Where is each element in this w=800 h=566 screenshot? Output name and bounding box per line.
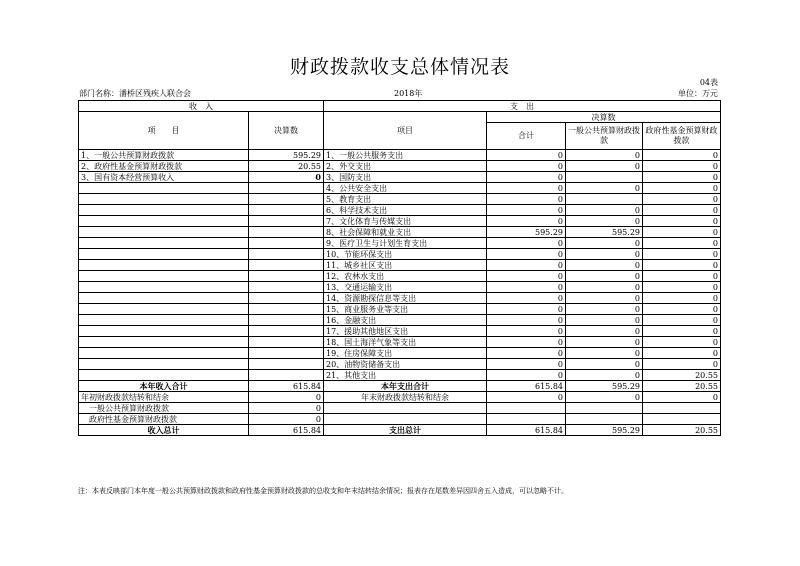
- department-name: 部门名称：潘桥区残疾人联合会: [79, 89, 191, 98]
- income-value: [249, 293, 324, 304]
- expense-total: 0: [487, 326, 566, 337]
- income-value: [249, 194, 324, 205]
- income-value: [249, 216, 324, 227]
- carry-sub-label: 政府性基金预算财政拨款: [79, 414, 249, 425]
- income-item: 3、国有资本经营预算收入: [79, 172, 249, 183]
- expense-fund: 20.55: [643, 370, 721, 381]
- expense-total-value: 615.84: [487, 381, 566, 392]
- expense-general: 0: [566, 293, 643, 304]
- expense-item: 4、公共安全支出: [324, 183, 487, 194]
- expense-item: 6、科学技术支出: [324, 205, 487, 216]
- income-item: [79, 293, 249, 304]
- expense-total-fund: 20.55: [643, 381, 721, 392]
- income-item: [79, 227, 249, 238]
- income-value: [249, 238, 324, 249]
- expense-total: 0: [487, 205, 566, 216]
- expense-general: 0: [566, 161, 643, 172]
- expense-fund: 0: [643, 337, 721, 348]
- carry-ex-label: 年末财政拨款结转和结余: [324, 392, 487, 403]
- income-value: [249, 249, 324, 260]
- expense-item: 10、节能环保支出: [324, 249, 487, 260]
- income-amount-col: 决算数: [249, 112, 324, 150]
- expense-item: 8、社会保障和就业支出: [324, 227, 487, 238]
- carry-ex-general: 0: [566, 392, 643, 403]
- expense-fund: 0: [643, 271, 721, 282]
- expense-fund: 0: [643, 227, 721, 238]
- carry-sub-value: 0: [249, 403, 324, 414]
- grand-ex-fund: 20.55: [643, 425, 721, 436]
- table-row: [79, 216, 721, 227]
- income-item: [79, 315, 249, 326]
- income-value: [249, 326, 324, 337]
- table-row: [79, 183, 721, 194]
- expense-fund: 0: [643, 150, 721, 161]
- carry-sub-value: 0: [249, 414, 324, 425]
- income-value: 20.55: [249, 161, 324, 172]
- expense-fund: 0: [643, 216, 721, 227]
- income-value: [249, 282, 324, 293]
- expense-item: 21、其他支出: [324, 370, 487, 381]
- fund-budget-col: 政府性基金预算财政拨款: [643, 123, 721, 150]
- expense-general: 0: [566, 260, 643, 271]
- income-value: [249, 337, 324, 348]
- expense-item: 16、金融支出: [324, 315, 487, 326]
- table-row: [79, 194, 721, 205]
- grand-total-row: [79, 425, 721, 436]
- expense-item: 12、农林水支出: [324, 271, 487, 282]
- income-item: [79, 348, 249, 359]
- finance-table: [78, 100, 721, 436]
- total-col: 合计: [487, 123, 566, 150]
- expense-item-col: 项目: [324, 112, 487, 150]
- expense-item: 1、一般公共服务支出: [324, 150, 487, 161]
- expense-total: 0: [487, 271, 566, 282]
- income-item: [79, 183, 249, 194]
- income-item: [79, 359, 249, 370]
- income-value: [249, 315, 324, 326]
- general-budget-col: 一般公共预算财政拨款: [566, 123, 643, 150]
- expense-general: 0: [566, 370, 643, 381]
- expense-total: 0: [487, 238, 566, 249]
- footnote: 注：本表反映部门本年度一般公共预算财政拨款和政府性基金预算财政拨款的总收支和年末结转结余情况；报表存在尾数差异因四舍五入造成，可以忽略不计。: [78, 487, 568, 495]
- expense-general: 0: [566, 326, 643, 337]
- expense-item: 2、外交支出: [324, 161, 487, 172]
- expense-total: 0: [487, 315, 566, 326]
- grand-in-value: 615.84: [249, 425, 324, 436]
- expense-general: 0: [566, 337, 643, 348]
- income-value: 0: [249, 172, 324, 183]
- income-value: [249, 304, 324, 315]
- expense-general: [566, 172, 643, 183]
- grand-ex-label: 支出总计: [324, 425, 487, 436]
- expense-general: 0: [566, 304, 643, 315]
- carry-in-label: 年初财政拨款结转和结余: [79, 392, 249, 403]
- expense-total: 0: [487, 172, 566, 183]
- income-total-value: 615.84: [249, 381, 324, 392]
- expense-general: 0: [566, 359, 643, 370]
- income-item: [79, 260, 249, 271]
- expense-general: 0: [566, 183, 643, 194]
- expense-general: 0: [566, 271, 643, 282]
- income-item: [79, 216, 249, 227]
- income-item: [79, 337, 249, 348]
- expense-item: 19、住房保障支出: [324, 348, 487, 359]
- table-row: [79, 315, 721, 326]
- expense-fund: 0: [643, 315, 721, 326]
- expense-fund: 0: [643, 260, 721, 271]
- expense-item: 15、商业服务业等支出: [324, 304, 487, 315]
- income-value: [249, 227, 324, 238]
- table-row: [79, 337, 721, 348]
- table-row: [79, 293, 721, 304]
- expense-total-label: 本年支出合计: [324, 381, 487, 392]
- expense-total: 0: [487, 260, 566, 271]
- income-value: [249, 183, 324, 194]
- expense-total: 0: [487, 282, 566, 293]
- table-row: [79, 260, 721, 271]
- totals-row: [79, 381, 721, 392]
- expense-fund: 0: [643, 293, 721, 304]
- grand-ex-total: 615.84: [487, 425, 566, 436]
- income-item: [79, 271, 249, 282]
- expense-total: 595.29: [487, 227, 566, 238]
- income-value: [249, 370, 324, 381]
- carry-sub-row: [79, 414, 721, 425]
- income-value: 595.29: [249, 150, 324, 161]
- expense-fund: 0: [643, 348, 721, 359]
- expense-total: 0: [487, 161, 566, 172]
- income-item: [79, 205, 249, 216]
- grand-ex-general: 595.29: [566, 425, 643, 436]
- expense-general: 0: [566, 282, 643, 293]
- expense-item: 13、交通运输支出: [324, 282, 487, 293]
- expense-total: 0: [487, 150, 566, 161]
- expense-total: 0: [487, 183, 566, 194]
- table-row: [79, 370, 721, 381]
- expense-fund: 0: [643, 238, 721, 249]
- income-item: [79, 282, 249, 293]
- grand-in-label: 收入总计: [79, 425, 249, 436]
- expense-general: 0: [566, 150, 643, 161]
- expense-item: 5、教育支出: [324, 194, 487, 205]
- page-title: 财政拨款收支总体情况表: [289, 56, 510, 78]
- income-item: [79, 326, 249, 337]
- expense-total: 0: [487, 293, 566, 304]
- report-year: 2018年: [394, 89, 423, 98]
- income-item: [79, 249, 249, 260]
- income-item: 1、一般公共预算财政拨款: [79, 150, 249, 161]
- table-row: [79, 359, 721, 370]
- income-value: [249, 271, 324, 282]
- table-row: [79, 227, 721, 238]
- expense-general: [566, 194, 643, 205]
- expense-total: 0: [487, 359, 566, 370]
- expense-fund: 0: [643, 205, 721, 216]
- table-row: [79, 271, 721, 282]
- carry-sub-label: 一般公共预算财政拨款: [79, 403, 249, 414]
- juesuanshu-header: 决算数: [487, 112, 721, 123]
- carry-sub-row: [79, 403, 721, 414]
- income-item: 2、政府性基金预算财政拨款: [79, 161, 249, 172]
- income-item: [79, 238, 249, 249]
- expense-general: 0: [566, 348, 643, 359]
- expense-general: 595.29: [566, 227, 643, 238]
- expense-total: 0: [487, 249, 566, 260]
- expense-header: 支 出: [324, 101, 721, 112]
- income-item: [79, 370, 249, 381]
- table-row: [79, 249, 721, 260]
- expense-total: 0: [487, 370, 566, 381]
- expense-fund: 0: [643, 249, 721, 260]
- table-row: [79, 348, 721, 359]
- expense-item: 9、医疗卫生与计划生育支出: [324, 238, 487, 249]
- carry-row: [79, 392, 721, 403]
- table-row: [79, 205, 721, 216]
- expense-fund: 0: [643, 282, 721, 293]
- expense-fund: 0: [643, 304, 721, 315]
- income-total-label: 本年收入合计: [79, 381, 249, 392]
- expense-total: 0: [487, 304, 566, 315]
- income-value: [249, 348, 324, 359]
- income-header: 收 入: [79, 101, 324, 112]
- expense-total: 0: [487, 216, 566, 227]
- table-row: [79, 172, 721, 183]
- expense-total: 0: [487, 337, 566, 348]
- unit-label: 单位：万元: [678, 89, 718, 98]
- expense-fund: 0: [643, 183, 721, 194]
- expense-fund: 0: [643, 359, 721, 370]
- expense-general: 0: [566, 216, 643, 227]
- table-row: [79, 161, 721, 172]
- expense-item: 20、油物资储备支出: [324, 359, 487, 370]
- carry-in-value: 0: [249, 392, 324, 403]
- table-row: [79, 238, 721, 249]
- expense-item: 7、文化体育与传媒支出: [324, 216, 487, 227]
- income-value: [249, 359, 324, 370]
- expense-general: 0: [566, 249, 643, 260]
- table-row: [79, 326, 721, 337]
- expense-general: 0: [566, 205, 643, 216]
- expense-total-general: 595.29: [566, 381, 643, 392]
- expense-fund: 0: [643, 172, 721, 183]
- expense-item: 11、城乡社区支出: [324, 260, 487, 271]
- expense-general: 0: [566, 238, 643, 249]
- income-item: [79, 194, 249, 205]
- expense-fund: 0: [643, 194, 721, 205]
- expense-fund: 0: [643, 326, 721, 337]
- column-header-row: [79, 112, 721, 123]
- expense-total: 0: [487, 194, 566, 205]
- expense-general: 0: [566, 315, 643, 326]
- carry-ex-fund: 0: [643, 392, 721, 403]
- expense-item: 14、资源勘探信息等支出: [324, 293, 487, 304]
- expense-item: 3、国防支出: [324, 172, 487, 183]
- expense-fund: 0: [643, 161, 721, 172]
- table-row: [79, 304, 721, 315]
- expense-item: 18、国土海洋气象等支出: [324, 337, 487, 348]
- expense-item: 17、援助其他地区支出: [324, 326, 487, 337]
- income-value: [249, 205, 324, 216]
- table-row: [79, 282, 721, 293]
- table-row: [79, 150, 721, 161]
- carry-ex-total: 0: [487, 392, 566, 403]
- section-header-row: [79, 101, 721, 112]
- income-item: [79, 304, 249, 315]
- expense-total: 0: [487, 348, 566, 359]
- form-number: 04表: [699, 78, 718, 87]
- income-item-col: 项 目: [79, 112, 249, 150]
- income-value: [249, 260, 324, 271]
